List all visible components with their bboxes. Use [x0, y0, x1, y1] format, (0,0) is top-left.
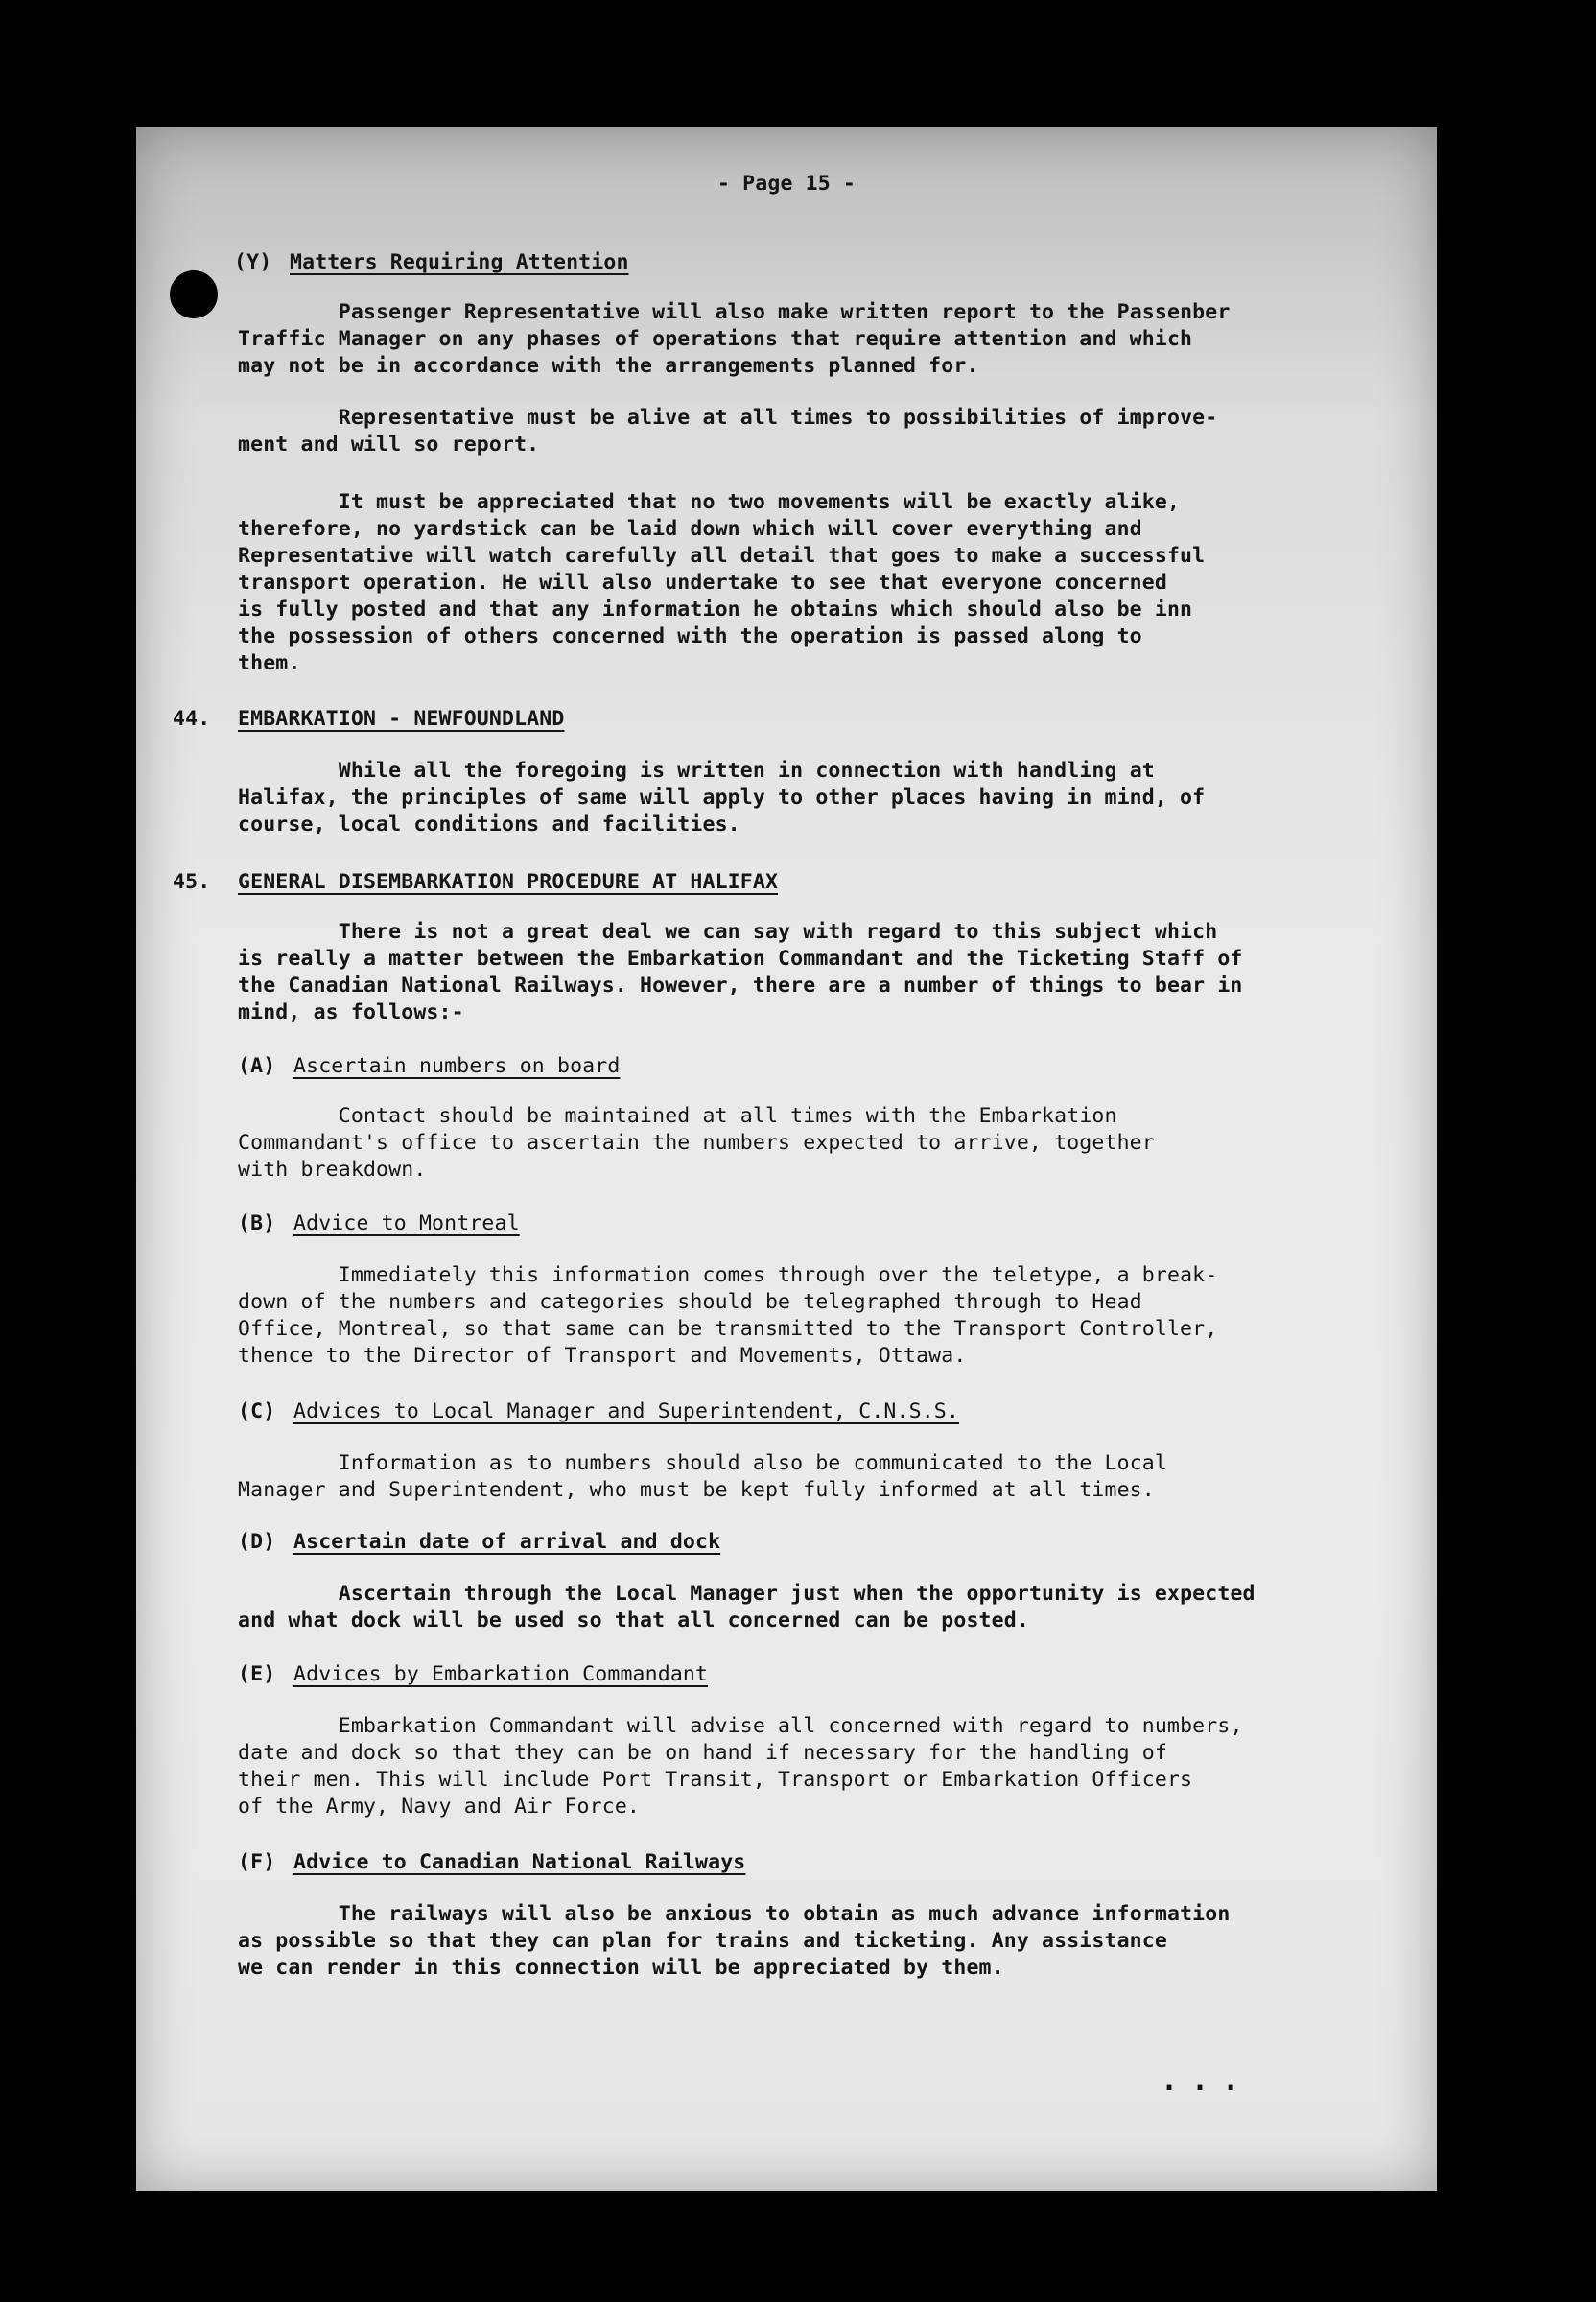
subsection-d-label: (D) [238, 1530, 276, 1554]
section-y-paragraph-1: Passenger Representative will also make written report to the Passenber Traffic Manager on any phases of operations that require attention and which may not be in accordance with the arrangements planned for. [238, 300, 1231, 378]
subsection-f-label: (F) [238, 1850, 276, 1874]
section-y-label: (Y) [234, 250, 272, 274]
subsection-e-label: (E) [238, 1662, 276, 1686]
subsection-a-title: Ascertain numbers on board [293, 1054, 621, 1078]
section-44-title: EMBARKATION - NEWFOUNDLAND [238, 707, 565, 731]
subsection-c-title: Advices to Local Manager and Superintendent, C.N.S.S. [293, 1399, 959, 1423]
subsection-b-label: (B) [238, 1211, 276, 1235]
section-y-title: Matters Requiring Attention [290, 250, 629, 274]
section-45-number: 45. [173, 870, 211, 894]
subsection-d-text: Ascertain through the Local Manager just when the opportunity is expected and what dock will be used so that all concerned can be posted. [238, 1582, 1256, 1633]
section-44-paragraph: While all the foregoing is written in connection with handling at Halifax, the principles of same will apply to other places having in mind, of course, local conditions and facilities. [238, 759, 1206, 836]
subsection-f-title: Advice to Canadian National Railways [293, 1850, 746, 1874]
section-y-paragraph-2: Representative must be alive at all times to possibilities of improve- ment and will so report. [238, 406, 1218, 457]
subsection-a-label: (A) [238, 1054, 276, 1078]
section-y-paragraph-3: It must be appreciated that no two movements will be exactly alike, therefore, no yardstick can be laid down which will cover everything and Representative will watch carefully all detail that goes to make a successful transport operation. He will also undertake to see that everyone concerned is fully posted and that any information he obtains which should also be inn the possession of others concerned with the operation is passed along to them. [238, 490, 1206, 675]
subsection-e-title: Advices by Embarkation Commandant [293, 1662, 709, 1686]
subsection-d-title: Ascertain date of arrival and dock [293, 1530, 721, 1554]
document-page [136, 127, 1437, 2191]
subsection-a-text: Contact should be maintained at all times with the Embarkation Commandant's office to ascertain the numbers expected to arrive, together with breakdown. [238, 1104, 1155, 1182]
subsection-c-label: (C) [238, 1399, 276, 1423]
subsection-b-text: Immediately this information comes through over the teletype, a break- down of the numbers and categories should be telegraphed through to Head Office, Montreal, so that same can be transmitted to the Transport Controller, thence to the Director of Transport and Movements, Ottawa. [238, 1263, 1218, 1368]
subsection-c-text: Information as to numbers should also be communicated to the Local Manager and Superintendent, who must be kept fully informed at all times. [238, 1451, 1167, 1502]
section-44-number: 44. [173, 707, 211, 731]
subsection-b-title: Advice to Montreal [293, 1211, 520, 1235]
subsection-f-text: The railways will also be anxious to obtain as much advance information as possible so that they can plan for trains and ticketing. Any assistance we can render in this connection will be appreciated by them. [238, 1902, 1231, 1980]
page-header: - Page 15 - [716, 172, 857, 196]
continuation-dots: ... [1161, 2064, 1254, 2098]
section-45-title: GENERAL DISEMBARKATION PROCEDURE AT HALIFAX [238, 870, 779, 894]
punch-hole [170, 270, 218, 318]
subsection-e-text: Embarkation Commandant will advise all concerned with regard to numbers, date and dock so that they can be on hand if necessary for the handling of their men. This will include Port Transit, Transport or Embarkation Officers of the Army, Navy and Air Force. [238, 1714, 1243, 1819]
section-45-paragraph: There is not a great deal we can say with regard to this subject which is really a matter between the Embarkation Commandant and the Ticketing Staff of the Canadian National Railways. However, there are a number of things to bear in mind, as follows:- [238, 920, 1243, 1024]
